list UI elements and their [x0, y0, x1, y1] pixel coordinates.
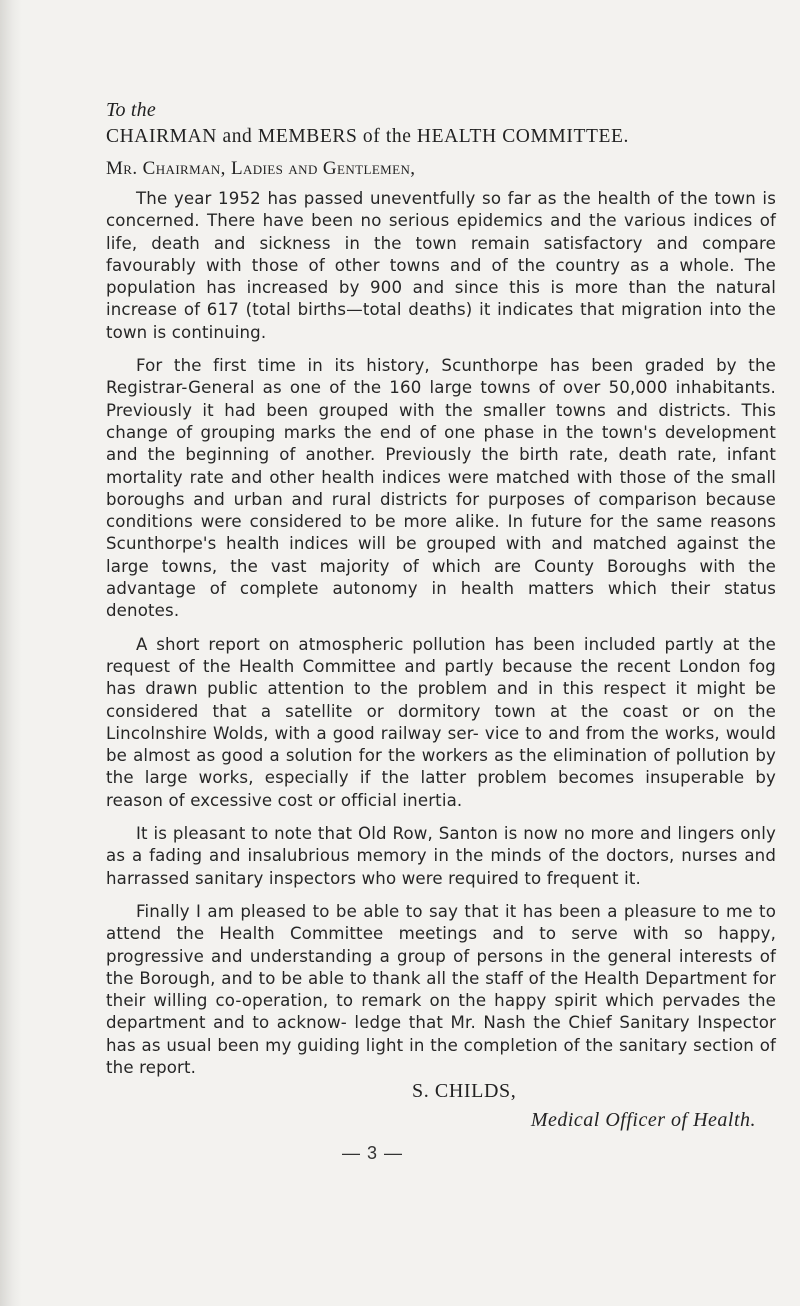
signature-name: S. CHILDS, — [412, 1080, 517, 1103]
to-line: To the — [106, 99, 156, 121]
binding-shadow — [0, 0, 22, 1306]
addressee-heading: CHAIRMAN and MEMBERS of the HEALTH COMMITTEE. — [106, 126, 629, 147]
paragraph-4: It is pleasant to note that Old Row, Santon is now no more and lingers only as a fading and insalubrious memory in the minds of the doctors, nurses and harrassed sanitary inspectors who were required to frequent it. — [106, 824, 776, 888]
page-number: — 3 — — [342, 1143, 404, 1164]
letter-body — [106, 98, 776, 1165]
paragraph-5: Finally I am pleased to be able to say that it has been a pleasure to me to attend the Health Committee meetings and to serve with so happy, progressive and understanding a group of persons in the general interests of the Borough, and to be able to thank all the staff of the Health Department for their willing co-operation, to remark on the happy spirit which pervades the department and to acknow- ledge that Mr. Nash the Chief Sanitary Inspector has as usual been my guiding light in the completion of the sanitary section of the report. — [106, 901, 776, 1077]
signature-title: Medical Officer of Health. — [530, 1109, 756, 1132]
paragraph-1: The year 1952 has passed uneventfully so far as the health of the town is concerned. There have been no serious epidemics and the various indices of life, death and sickness in the town remain satisfactory and compare favourably with those of other towns and of the country as a whole. The population has increased by 900 and since this is more than the natural increase of 617 (total births—total deaths) it indicates that migration into the town is continuing. — [106, 189, 776, 342]
paragraph-2: For the first time in its history, Scunthorpe has been graded by the Registrar-General as one of the 160 large towns of over 50,000 inhabitants. Previously it had been grouped with the smaller towns and districts. This change of grouping marks the end of one phase in the town's development and the beginning of another. Previously the birth rate, death rate, infant mortality rate and other health indices were matched with those of the small boroughs and urban and rural districts for purposes of comparison because conditions were considered to be more alike. In future for the same reasons Scunthorpe's health indices will be grouped with and matched against the large towns, the vast majority of which are County Boroughs with the advantage of complete autonomy in health matters which their status denotes. — [106, 356, 776, 621]
paragraph-3: A short report on atmospheric pollution has been included partly at the request of the Health Committee and partly because the recent London fog has drawn public attention to the problem and in this respect it might be considered that a satellite or dormitory town at the coast or on the Lincolnshire Wolds, with a good railway ser- vice to and from the works, would be almost as good a solution for the workers as the elimination of pollution by the large works, especially if the latter problem becomes insuperable by reason of excessive cost or official inertia. — [106, 634, 776, 810]
salutation: Mr. Chairman, Ladies and Gentlemen, — [106, 158, 416, 179]
